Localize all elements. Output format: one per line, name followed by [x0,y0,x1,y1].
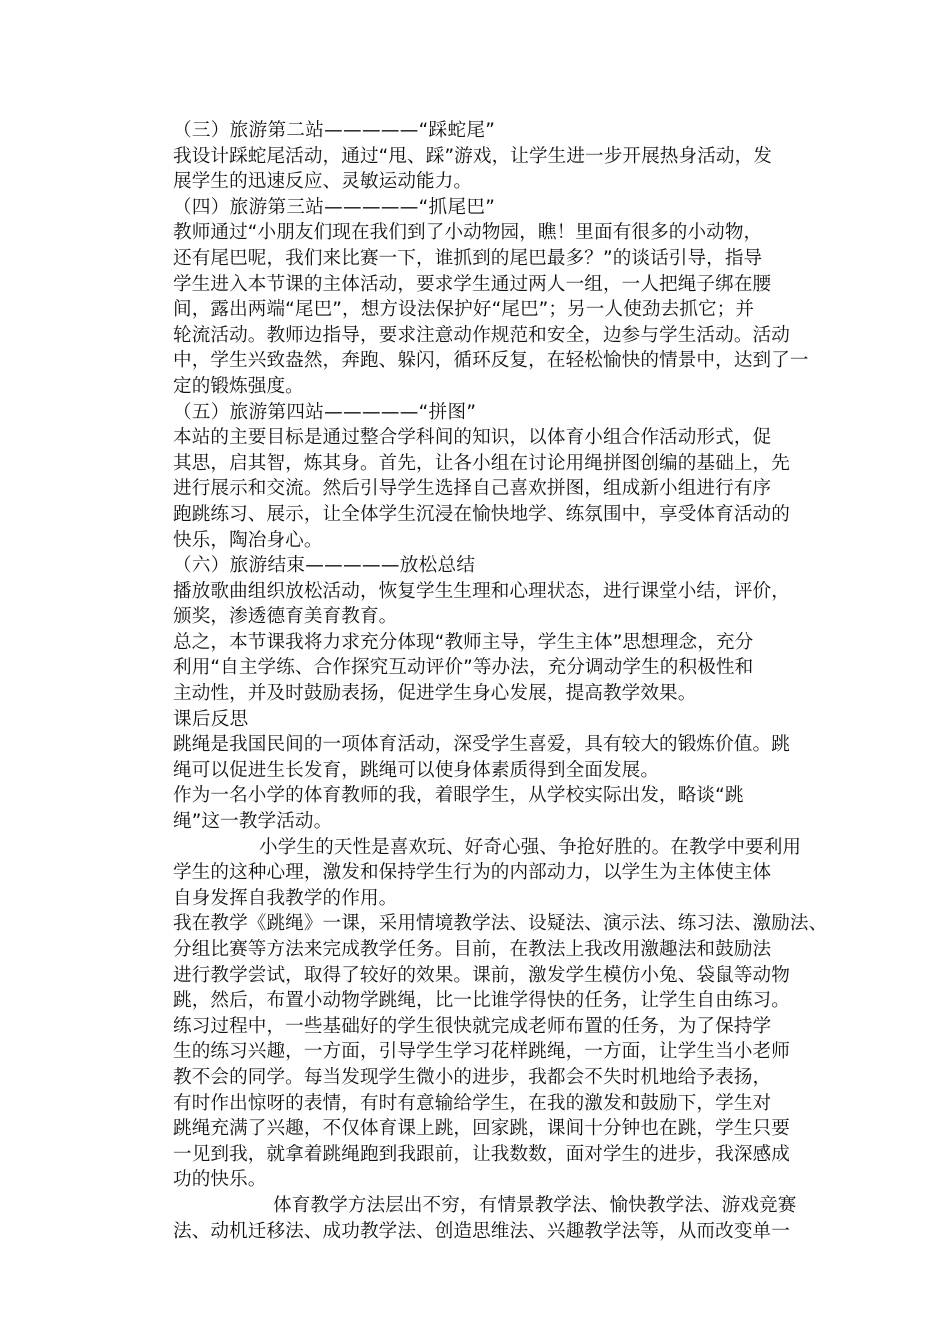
body-text-line: 功的快乐。 [173,1169,267,1191]
body-text-line: 还有尾巴呢，我们来比赛一下，谁抓到的尾巴最多？”的谈话引导，指导 [173,247,763,269]
body-text-line: 定的锻炼强度。 [173,375,304,397]
body-text-line: 学生进入本节课的主体活动，要求学生通过两人一组，一人把绳子绑在腰 [173,273,772,295]
body-text-line: 进行展示和交流。然后引导学生选择自己喜欢拼图，组成新小组进行有序 [173,478,772,500]
section-heading: （三）旅游第二站—————“踩蛇尾” [173,120,496,141]
body-text-line: 间，露出两端“尾巴”，想方设法保护好“尾巴”；另一人使劲去抓它；并 [173,299,755,321]
body-text-line: 跳绳是我国民间的一项体育活动，深受学生喜爱，具有较大的锻炼价值。跳 [173,734,790,756]
body-text-line: 总之，本节课我将力求充分体现“教师主导，学生主体”思想理念，充分 [173,631,754,653]
body-text-line: 有时作出惊呀的表情，有时有意输给学生，在我的激发和鼓励下，学生对 [173,1092,772,1114]
body-text-line: 快乐，陶冶身心。 [173,529,323,551]
body-text-line: 教师通过“小朋友们现在我们到了小动物园，瞧！里面有很多的小动物， [173,222,763,244]
body-text-line: 一见到我，就拿着跳绳跑到我跟前，让我数数，面对学生的进步，我深感成 [173,1143,790,1165]
body-text-line: 中，学生兴致盎然，奔跑、躲闪，循环反复，在轻松愉快的情景中，达到了一 [173,350,809,372]
body-text-line: 学生的这种心理，激发和保持学生行为的内部动力，以学生为主体使主体 [173,862,772,884]
body-text-line: 绳可以促进生长发育，跳绳可以使身体素质得到全面发展。 [173,759,660,781]
body-text-line: 教不会的同学。每当发现学生微小的进步，我都会不失时机地给予表扬， [173,1066,772,1088]
section-heading: （四）旅游第三站—————“抓尾巴” [173,196,496,218]
body-text-line: 本站的主要目标是通过整合学科间的知识，以体育小组合作活动形式，促 [173,427,772,449]
body-text-line: 主动性，并及时鼓励表扬，促进学生身心发展，提高教学效果。 [173,683,697,705]
body-text-line: 展学生的迅速反应、灵敏运动能力。 [173,171,473,193]
body-text-line: 利用“自主学练、合作探究互动评价”等办法，充分调动学生的积极性和 [173,657,754,679]
body-text-line: 自身发挥自我教学的作用。 [173,887,398,909]
body-text-line: 轮流活动。教师边指导，要求注意动作规范和安全，边参与学生活动。活动 [173,324,790,346]
document-page [173,118,828,1244]
body-text-line: 播放歌曲组织放松活动，恢复学生生理和心理状态，进行课堂小结，评价， [173,580,790,602]
body-text-line: 进行教学尝试，取得了较好的效果。课前，激发学生模仿小兔、袋鼠等动物 [173,964,790,986]
body-text-line: 绳”这一教学活动。 [173,811,333,833]
body-text-line: 我设计踩蛇尾活动，通过“甩、踩”游戏，让学生进一步开展热身活动，发 [173,145,772,167]
body-text-line: 跳绳充满了兴趣，不仅体育课上跳，回家跳，课间十分钟也在跳，学生只要 [173,1118,790,1140]
body-text-line: 跳，然后，布置小动物学跳绳，比一比谁学得快的任务，让学生自由练习。 [173,990,790,1012]
section-heading: （五）旅游第四站—————“拼图” [173,401,477,423]
section-heading: 课后反思 [173,708,249,730]
body-text-line: 我在教学《跳绳》一课，采用情境教学法、设疑法、演示法、练习法、激励法、 [173,913,828,935]
indented-paragraph-line: 体育教学方法层出不穷，有情景教学法、愉快教学法、游戏竞赛 [273,1194,797,1216]
indented-paragraph-line: 小学生的天性是喜欢玩、好奇心强、争抢好胜的。在教学中要利用 [259,836,802,858]
body-text-line: 作为一名小学的体育教师的我，着眼学生，从学校实际出发，略谈“跳 [173,785,744,807]
body-text-line: 法、动机迁移法、成功教学法、创造思维法、兴趣教学法等，从而改变单一 [173,1220,790,1242]
section-heading: （六）旅游结束—————放松总结 [173,555,476,577]
body-text-line: 生的练习兴趣，一方面，引导学生学习花样跳绳，一方面，让学生当小老师 [173,1041,790,1063]
body-text-line: 跑跳练习、展示，让全体学生沉浸在愉快地学、练氛围中，享受体育活动的 [173,503,790,525]
body-text-line: 练习过程中，一些基础好的学生很快就完成老师布置的任务，为了保持学 [173,1015,772,1037]
body-text-line: 颁奖，渗透德育美育教育。 [173,606,398,628]
body-text-line: 其思，启其智，炼其身。首先，让各小组在讨论用绳拼图创编的基础上，先 [173,452,790,474]
body-text-line: 分组比赛等方法来完成教学任务。目前，在教法上我改用激趣法和鼓励法 [173,939,772,960]
